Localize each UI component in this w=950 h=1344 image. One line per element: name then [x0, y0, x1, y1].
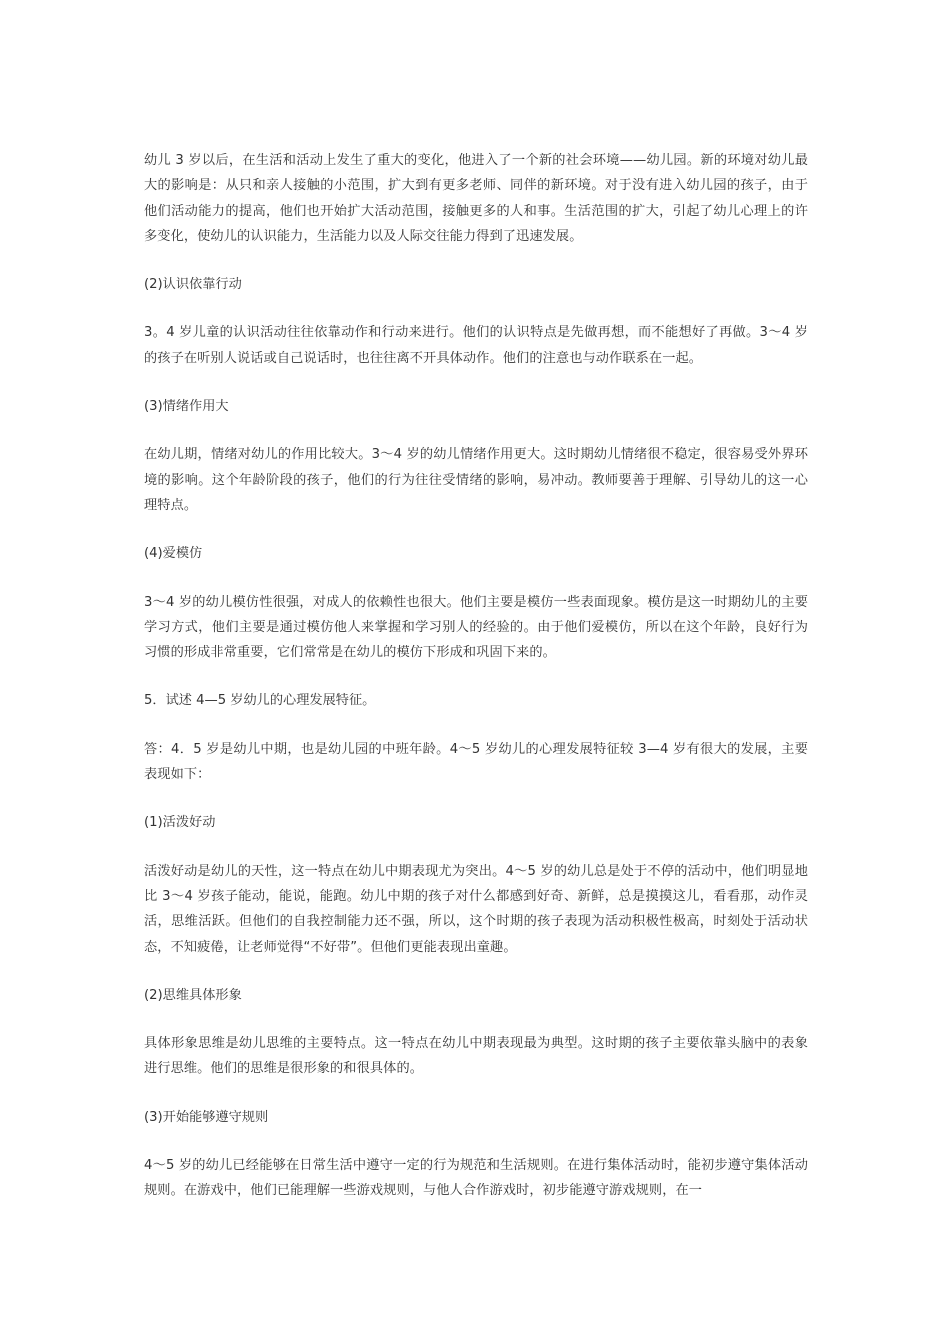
heading-follow-rules: (3)开始能够遵守规则: [144, 1109, 269, 1125]
paragraph-emotion: 在幼儿期，情绪对幼儿的作用比较大。3～4 岁的幼儿情绪作用更大。这时期幼儿情绪很不稳定，很容易受外界环境的影响。这个年龄阶段的孩子，他们的行为往往受情绪的影响，易冲动。教师要善于理解、引导幼儿的这一心理特点。: [144, 447, 808, 513]
paragraph-answer-intro: 答：4．5 岁是幼儿中期，也是幼儿园的中班年龄。4～5 岁幼儿的心理发展特征较 3—4 岁有很大的发展，主要表现如下：: [144, 741, 808, 783]
heading-concrete-thinking: (2)思维具体形象: [144, 987, 242, 1003]
paragraph-cognition-action: 3。4 岁儿童的认识活动往往依靠动作和行动来进行。他们的认识特点是先做再想，而不能想好了再做。3～4 岁的孩子在听别人说话或自己说话时，也往往离不开具体动作。他们的注意也与动作联系在一起。: [144, 325, 808, 366]
paragraph-imitation: 3～4 岁的幼儿模仿性很强，对成人的依赖性也很大。他们主要是模仿一些表面现象。模仿是这一时期幼儿的主要学习方式，他们主要是通过模仿他人来掌握和学习别人的经验的。由于他们爱模仿，所以在这个年龄，良好行为习惯的形成非常重要，它们常常是在幼儿的模仿下形成和巩固下来的。: [144, 594, 808, 661]
paragraph-lively-active: 活泼好动是幼儿的天性，这一特点在幼儿中期表现尤为突出。4～5 岁的幼儿总是处于不停的活动中，他们明显地比 3～4 岁孩子能动，能说，能跑。幼儿中期的孩子对什么都感到好奇、新鲜，总是摸摸这儿，看看那，动作灵活，思维活跃。但他们的自我控制能力还不强，所以，这个时期的孩子表现为活动积极性极高，时刻处于活动状态，不知疲倦，让老师觉得“不好带”。但他们更能表现出童趣。: [144, 863, 808, 955]
document-page: [144, 148, 808, 1227]
paragraph-follow-rules: 4～5 岁的幼儿已经能够在日常生活中遵守一定的行为规范和生活规则。在进行集体活动时，能初步遵守集体活动规则。在游戏中，他们已能理解一些游戏规则，与他人合作游戏时，初步能遵守游戏规则，在一: [144, 1158, 808, 1199]
heading-imitation: (4)爱模仿: [144, 546, 203, 562]
heading-emotion: (3)情绪作用大: [144, 399, 229, 415]
paragraph-concrete-thinking: 具体形象思维是幼儿思维的主要特点。这一特点在幼儿中期表现最为典型。这时期的孩子主要依靠头脑中的表象进行思维。他们的思维是很形象的和很具体的。: [144, 1036, 808, 1077]
paragraph-age-3-environment: 幼儿 3 岁以后，在生活和活动上发生了重大的变化，他进入了一个新的社会环境——幼儿园。新的环境对幼儿最大的影响是：从只和亲人接触的小范围，扩大到有更多老师、同伴的新环境。对于没有进入幼儿园的孩子，由于他们活动能力的提高，他们也开始扩大活动范围，接触更多的人和事。生活范围的扩大，引起了幼儿心理上的许多变化，使幼儿的认识能力，生活能力以及人际交往能力得到了迅速发展。: [144, 153, 808, 244]
heading-lively-active: (1)活泼好动: [144, 815, 216, 831]
heading-cognition-action: (2)认识依靠行动: [144, 277, 242, 293]
question-4-5-development: 5．试述 4—5 岁幼儿的心理发展特征。: [144, 693, 376, 709]
